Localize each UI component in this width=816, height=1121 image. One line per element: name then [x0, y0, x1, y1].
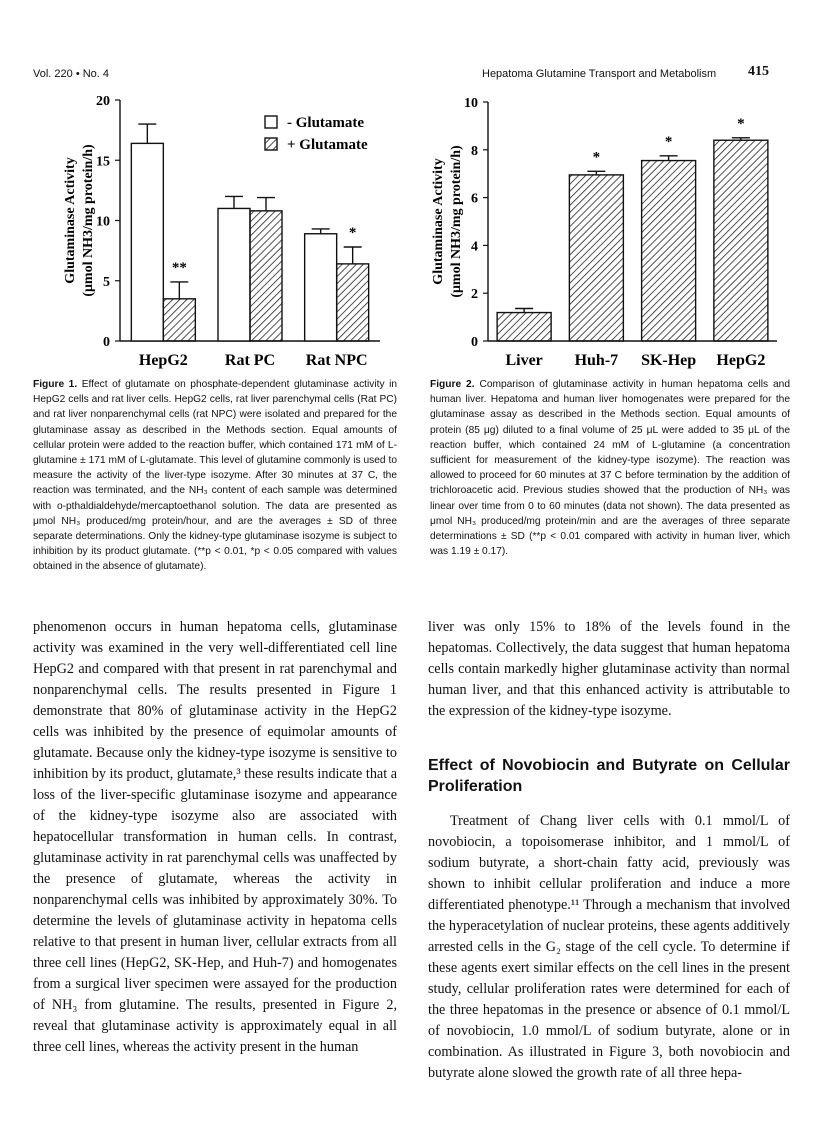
bar: [714, 140, 768, 341]
significance-marker: *: [664, 133, 673, 150]
figure-2-caption-label: Figure 2.: [430, 379, 475, 390]
legend-swatch: [265, 116, 277, 128]
left-body-column: [33, 617, 397, 1058]
bar: [163, 299, 195, 341]
bar: [305, 234, 337, 341]
bar: [337, 264, 369, 341]
y-tick-label: 4: [471, 239, 478, 255]
figure-1-caption: [33, 377, 397, 575]
running-header-volume: Vol. 220 • No. 4: [33, 68, 110, 80]
x-category-label: Huh-7: [574, 352, 619, 369]
y-tick-label: 6: [471, 191, 478, 207]
right-paragraph-2: Treatment of Chang liver cells with 0.1 mmol/L of novobiocin, a topoisomerase inhibitor, and 1 mmol/L of sodium butyrate, a short-chain fatty acid, previously was shown to inhibit cellular proliferation and induce a more differentiated phenotype.¹¹ Through a mechanism that involved the hyperacetylation of nuclear proteins, these agents additively arrested cells in the G₂ stage of the cell cycle. To determine if these agents exert similar effects on the cell lines in the present study, cellular proliferation rates were determined for each of the three hepatomas in the presence or absence of 0.1 mmol/L of novobiocin, 1.0 mmol/L of sodium butyrate, alone or in combination. As illustrated in Figure 3, both novobiocin and butyrate alone slowed the growth rate of all three hepa-: [428, 813, 790, 1081]
x-category-label: Rat PC: [224, 352, 276, 369]
figure-2-chart: [425, 88, 795, 370]
right-paragraph-1: liver was only 15% to 18% of the levels found in the hepatomas. Collectively, the data suggest that human hepatoma cells contain markedly higher glutaminase activity than normal human liver, and that this enhanced activity is attributable to the expression of the kidney-type isozyme.: [428, 619, 790, 719]
figure-2-caption: [430, 377, 790, 559]
page-number: 415: [748, 64, 769, 79]
y-axis-label-line2: (μmol NH3/mg protein/h): [81, 144, 96, 297]
y-tick-label: 0: [103, 335, 110, 350]
y-tick-label: 0: [471, 335, 478, 350]
legend-swatch: [265, 138, 277, 150]
bar: [642, 161, 696, 341]
y-tick-label: 20: [96, 94, 110, 109]
y-tick-label: 8: [471, 143, 478, 159]
y-tick-label: 5: [103, 274, 110, 290]
running-header-title: Hepatoma Glutamine Transport and Metabolism: [482, 68, 717, 80]
x-category-label: Rat NPC: [305, 352, 368, 369]
figure-1-caption-label: Figure 1.: [33, 379, 78, 390]
x-category-label: Liver: [505, 352, 543, 369]
y-tick-label: 15: [96, 154, 110, 170]
bar: [250, 211, 282, 341]
bar: [131, 143, 163, 341]
bar: [218, 208, 250, 341]
section-heading: Effect of Novobiocin and Butyrate on Cellular Proliferation: [428, 757, 790, 795]
bar: [569, 175, 623, 341]
y-tick-label: 10: [96, 214, 110, 230]
x-category-label: SK-Hep: [641, 352, 697, 369]
figure-2-caption-text: Comparison of glutaminase activity in human hepatoma cells and human liver. Hepatoma and human liver homogenates were prepared for the glutaminase assay as described in the Methods section. Equal amounts of protein (85 μg) diluted to a final volume of 25 μL were added to 35 μL of the reaction buffer, which contained 24 mM of L-glutamine (a concentration sufficient for measurement of the kidney-type isozyme). The reaction was allowed to proceed for 60 minutes at 37 C before termination by the addition of trichloroacetic acid. Previous studies showed that the production of NH₃ was linear over time from 0 to 60 minutes (data not shown). The data presented as μmol NH₃ produced/mg protein/min and are the averages of three separate determinations ± SD (**p < 0.01 compared with activity in human liver, which was 1.19 ± 0.17).: [430, 379, 790, 558]
significance-marker: *: [348, 225, 357, 242]
y-axis-label-line1: Glutaminase Activity: [431, 158, 446, 285]
y-axis-label-line2: (μmol NH3/mg protein/h): [449, 145, 464, 298]
bar: [497, 313, 551, 341]
y-axis-label-line1: Glutaminase Activity: [63, 157, 78, 284]
significance-marker: **: [171, 259, 187, 276]
significance-marker: *: [737, 115, 745, 132]
right-body-column: [428, 617, 790, 1084]
significance-marker: *: [592, 149, 601, 166]
legend-label: + Glutamate: [287, 137, 368, 153]
y-tick-label: 10: [464, 96, 478, 111]
x-category-label: HepG2: [138, 352, 188, 369]
y-tick-label: 2: [471, 287, 478, 303]
left-paragraph: phenomenon occurs in human hepatoma cells, glutaminase activity was examined in the very well-differentiated cell line HepG2 and compared with that present in rat parenchymal and nonparenchymal cells. The results presented in Figure 1 demonstrate that 80% of glutaminase activity in the HepG2 cells was inhibited by the presence of equimolar amounts of glutamate. Because only the kidney-type isozyme is sensitive to inhibition by its product, glutamate,³ these results indicate that a loss of the liver-specific glutaminase isozyme and appearance of the kidney-type isozyme also are associated with hepatocellular transformation in human cells. In contrast, glutaminase activity in rat parenchymal cells was unaffected by the presence of glutamate, whereas the activity in nonparenchymal cells was inhibited by approximately 30%. To determine the levels of glutaminase activity in hepatoma cells relative to that present in human liver, cellular extracts from all three cell lines (HepG2, SK-Hep, and Huh-7) and homogenates from a surgical liver specimen were assayed for the production of NH₃ from glutamine. The results, presented in Figure 2, reveal that glutaminase activity is approximately equal in all three cell lines, whereas the activity present in the human: [33, 619, 397, 1055]
figure-1-caption-text: Effect of glutamate on phosphate-dependent glutaminase activity in HepG2 cells and rat liver cells. HepG2 cells, rat liver parenchymal cells (Rat PC) and rat liver nonparenchymal cells (rat NPC) were isolated and prepared for the glutaminase assay as described in the Methods section. Equal amounts of cellular protein were added to the reaction buffer, which contained 171 mM of L-glutamine ± 171 mM of L-glutamate. This level of glutamine commonly is used to measure the activity of the liver-type isozyme. After 30 minutes at 37 C, the reaction was terminated, and the NH₃ content of each sample was determined with o-pthaldialdehyde/mercaptoethanol solution. The data are presented as μmol NH₃ produced/mg protein/hour, and are the averages ± SD of three separate determinations. Only the kidney-type glutaminase isozyme is subject to inhibition by its product glutamate. (**p < 0.01, *p < 0.05 compared with values obtained in the absence of glutamate).: [33, 379, 397, 573]
figure-1-chart: [30, 88, 400, 370]
legend-label: - Glutamate: [287, 115, 365, 131]
x-category-label: HepG2: [716, 352, 766, 369]
